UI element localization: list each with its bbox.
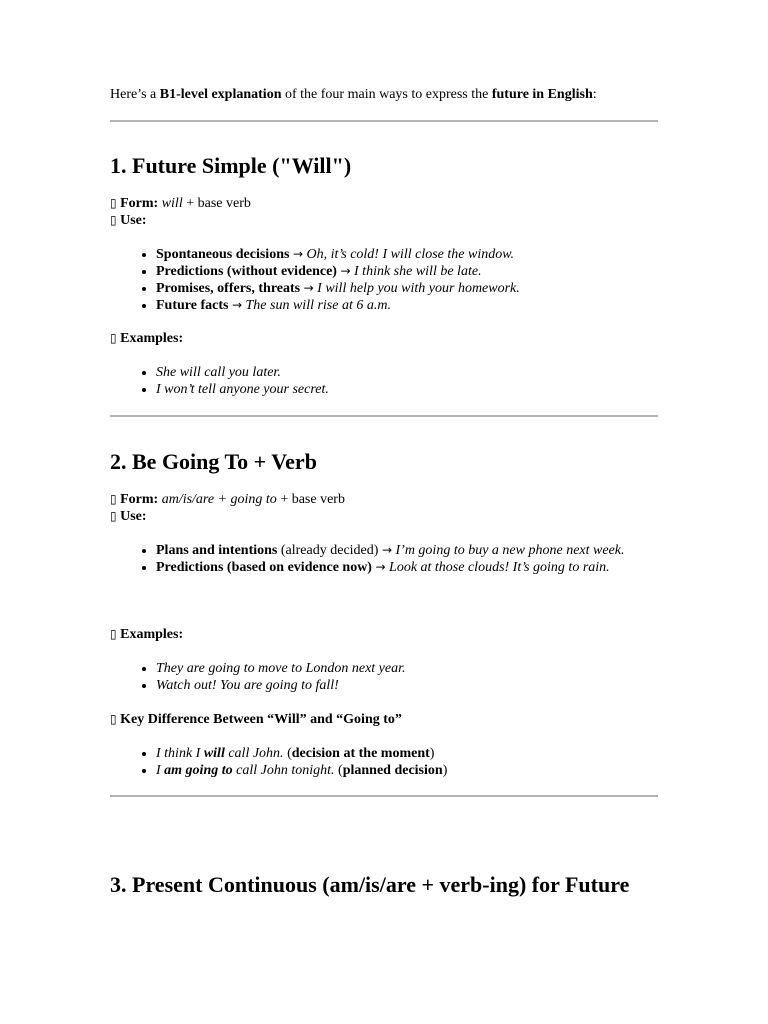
examples-list xyxy=(110,660,658,694)
list-item xyxy=(156,745,658,762)
list-item xyxy=(156,246,658,263)
key-difference-list xyxy=(110,745,658,779)
use-note: (already decided) xyxy=(277,543,382,558)
examples-line xyxy=(110,626,183,643)
key-difference-line xyxy=(110,711,402,728)
list-item xyxy=(156,381,658,398)
intro-text: Here’s a xyxy=(110,87,160,102)
use-example: Oh, it’s cold! I will close the window. xyxy=(306,247,515,262)
use-line xyxy=(110,508,147,525)
examples-icon: ▯ xyxy=(110,627,117,641)
form-label: Form: xyxy=(120,196,159,211)
list-item xyxy=(156,660,658,677)
divider xyxy=(110,415,658,417)
use-term: Spontaneous decisions xyxy=(156,247,290,262)
list-item xyxy=(156,263,658,280)
use-example: I will help you with your homework. xyxy=(317,281,520,296)
kd-bold: am going to xyxy=(164,763,233,778)
form-icon: ▯ xyxy=(110,492,117,506)
examples-label: Examples: xyxy=(120,331,184,346)
form-line xyxy=(110,195,251,212)
example-text: She will call you later. xyxy=(156,365,281,380)
use-example: I’m going to buy a new phone next week. xyxy=(395,543,625,558)
intro-text-mid: of the four main ways to express the xyxy=(281,87,492,102)
list-item xyxy=(156,364,658,381)
kd-paren: ( xyxy=(283,746,292,761)
kd-text: I xyxy=(156,763,165,778)
examples-list xyxy=(110,364,658,398)
divider xyxy=(110,120,658,122)
form-italic: am/is/are + going to xyxy=(161,492,277,507)
list-item xyxy=(156,559,658,576)
arrow-icon: → xyxy=(292,247,303,261)
use-label: Use: xyxy=(120,509,147,524)
examples-icon: ▯ xyxy=(110,331,117,345)
form-italic: will xyxy=(161,196,183,211)
kd-paren: ( xyxy=(334,763,343,778)
list-item xyxy=(156,762,658,779)
example-text: Watch out! You are going to fall! xyxy=(156,678,339,693)
arrow-icon: → xyxy=(231,298,243,312)
use-term: Plans and intentions xyxy=(156,543,278,558)
use-term: Future facts xyxy=(156,298,229,313)
divider xyxy=(110,795,658,797)
examples-line xyxy=(110,330,183,347)
list-item xyxy=(156,297,658,314)
kd-note: planned decision xyxy=(342,763,443,778)
kd-note: decision at the moment xyxy=(291,746,430,761)
examples-label: Examples: xyxy=(120,627,184,642)
use-icon: ▯ xyxy=(110,213,117,227)
use-list xyxy=(110,246,658,314)
intro-paragraph xyxy=(110,86,658,103)
use-label: Use: xyxy=(120,213,147,228)
kd-paren: ) xyxy=(442,763,448,778)
form-rest: + base verb xyxy=(182,196,251,211)
use-term: Promises, offers, threats xyxy=(156,281,301,296)
arrow-icon: → xyxy=(381,543,392,557)
use-example: Look at those clouds! It’s going to rain. xyxy=(389,560,610,575)
kd-text: call John. xyxy=(224,746,284,761)
intro-bold-level: B1-level explanation xyxy=(159,87,282,102)
form-rest: + base verb xyxy=(276,492,345,507)
section-heading-going-to: 2. Be Going To + Verb xyxy=(110,449,317,474)
form-label: Form: xyxy=(120,492,159,507)
kd-text: call John tonight. xyxy=(232,763,335,778)
list-item xyxy=(156,280,658,297)
kd-text: I think I xyxy=(156,746,204,761)
list-item xyxy=(156,677,658,694)
intro-colon: : xyxy=(592,87,597,102)
use-example: The sun will rise at 6 a.m. xyxy=(245,298,391,313)
key-difference-label: Key Difference Between “Will” and “Going to” xyxy=(120,712,402,727)
list-item xyxy=(156,542,658,559)
example-text: They are going to move to London next year. xyxy=(156,661,406,676)
arrow-icon: → xyxy=(375,560,386,574)
use-term: Predictions (based on evidence now) xyxy=(156,560,372,575)
example-text: I won’t tell anyone your secret. xyxy=(156,382,329,397)
intro-bold-future: future in English xyxy=(491,87,593,102)
kd-bold: will xyxy=(203,746,225,761)
section-heading-future-simple: 1. Future Simple ("Will") xyxy=(110,153,352,178)
use-example: I think she will be late. xyxy=(354,264,482,279)
section-heading-present-continuous: 3. Present Continuous (am/is/are + verb-ing) for Future xyxy=(110,872,630,897)
form-icon: ▯ xyxy=(110,196,117,210)
form-line xyxy=(110,491,345,508)
use-icon: ▯ xyxy=(110,509,117,523)
kd-paren: ) xyxy=(429,746,435,761)
use-list xyxy=(110,542,658,576)
arrow-icon: → xyxy=(340,264,351,278)
use-line xyxy=(110,212,147,229)
arrow-icon: → xyxy=(303,281,314,295)
key-difference-icon: ▯ xyxy=(110,712,117,726)
use-term: Predictions (without evidence) xyxy=(156,264,337,279)
